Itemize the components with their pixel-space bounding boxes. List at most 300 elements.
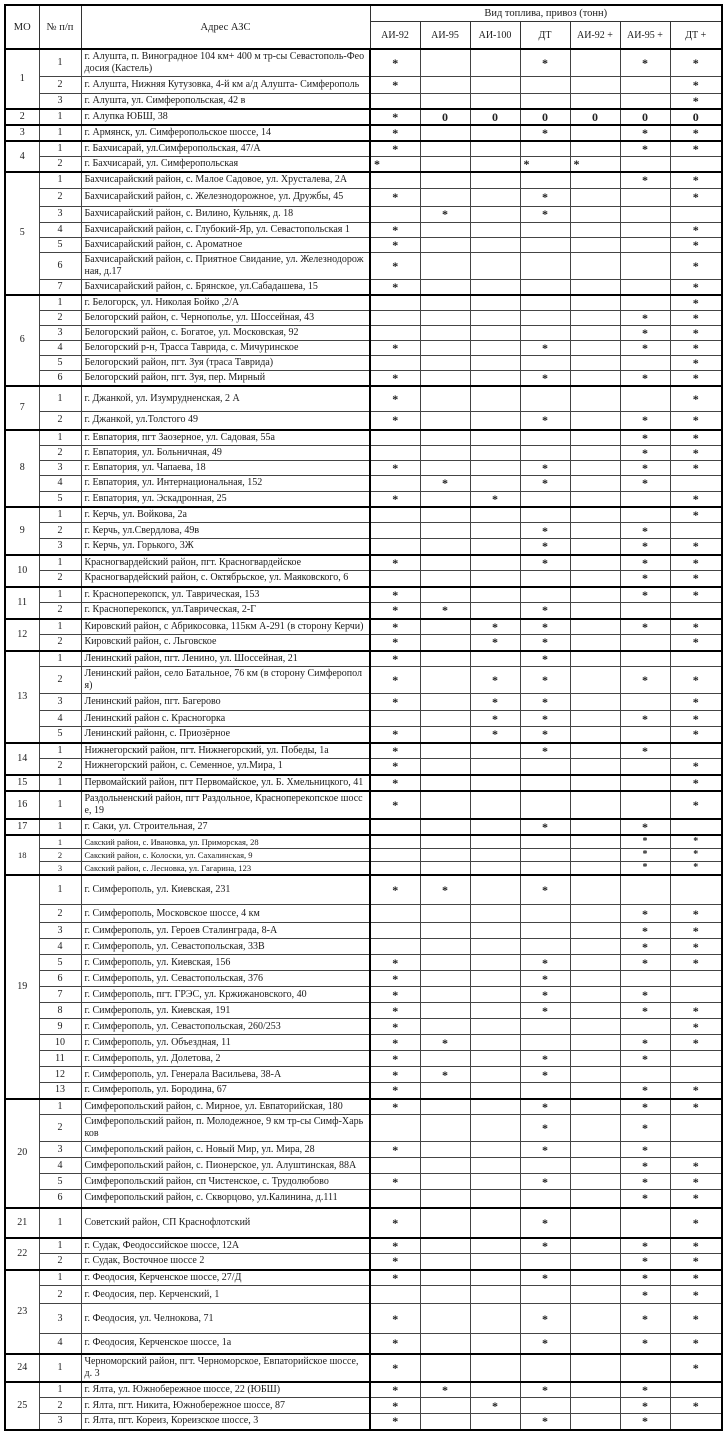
fuel-mark-cell (470, 1334, 520, 1354)
fuel-mark-cell (520, 923, 570, 939)
fuel-mark-cell: * (520, 1208, 570, 1238)
address-cell: Симферопольский район, сп Чистенское, с. Трудолюбово (81, 1174, 370, 1190)
fuel-mark-cell (470, 370, 520, 386)
fuel-mark-cell (520, 1354, 570, 1382)
fuel-mark-cell (520, 939, 570, 955)
fuel-mark-cell (520, 430, 570, 446)
table-row (5, 325, 722, 340)
fuel-mark-cell: * (520, 49, 570, 77)
fuel-mark-cell (570, 775, 620, 791)
fuel-mark-cell (470, 325, 520, 340)
fuel-mark-cell: * (470, 727, 520, 743)
fuel-mark-cell: * (370, 1414, 420, 1430)
fuel-mark-cell (570, 1067, 620, 1083)
fuel-mark-cell (420, 727, 470, 743)
fuel-mark-cell (420, 848, 470, 861)
fuel-mark-cell: * (620, 1174, 670, 1190)
address-cell: Кировский район, с Абрикосовка, 115км А-291 (в сторону Керчи) (81, 619, 370, 635)
fuel-mark-cell (520, 775, 570, 791)
fuel-mark-cell (520, 1035, 570, 1051)
address-cell: г. Феодосия, пер. Керченский, 1 (81, 1286, 370, 1304)
fuel-mark-cell (570, 237, 620, 252)
fuel-mark-cell: * (670, 727, 722, 743)
fuel-mark-cell (620, 791, 670, 819)
table-row (5, 1304, 722, 1334)
table-row (5, 819, 722, 835)
fuel-mark-cell: * (370, 603, 420, 619)
fuel-mark-cell (570, 1354, 620, 1382)
fuel-mark-cell: * (370, 460, 420, 475)
mo-cell: 15 (5, 775, 39, 791)
fuel-mark-cell (520, 848, 570, 861)
row-number-cell: 10 (39, 1035, 81, 1051)
mo-cell: 5 (5, 172, 39, 295)
row-number-cell: 2 (39, 310, 81, 325)
fuel-mark-cell: * (620, 539, 670, 555)
fuel-mark-cell (570, 727, 620, 743)
row-number-cell: 6 (39, 370, 81, 386)
fuel-mark-cell: * (670, 507, 722, 523)
table-row (5, 905, 722, 923)
address-cell: г. Симферополь, пгт. ГРЭС, ул. Кржижановского, 40 (81, 987, 370, 1003)
fuel-mark-cell (470, 955, 520, 971)
fuel-mark-cell: * (620, 1304, 670, 1334)
address-cell: г. Джанкой, ул. Изумрудненская, 2 А (81, 386, 370, 412)
row-number-cell: 3 (39, 325, 81, 340)
fuel-mark-cell (470, 430, 520, 446)
table-row (5, 791, 722, 819)
fuel-mark-cell: * (670, 49, 722, 77)
table-row (5, 1254, 722, 1270)
row-number-cell: 1 (39, 1270, 81, 1286)
fuel-mark-cell (370, 939, 420, 955)
fuel-mark-cell (620, 355, 670, 370)
table-row (5, 237, 722, 252)
fuel-mark-cell (370, 94, 420, 110)
fuel-mark-cell: * (370, 667, 420, 694)
mo-cell: 20 (5, 1099, 39, 1208)
fuel-mark-cell: * (370, 157, 420, 173)
fuel-mark-cell (370, 835, 420, 849)
fuel-mark-cell (520, 355, 570, 370)
fuel-mark-cell (470, 1019, 520, 1035)
fuel-mark-cell: * (670, 1083, 722, 1099)
mo-cell: 2 (5, 109, 39, 125)
fuel-mark-cell (370, 172, 420, 188)
fuel-mark-cell (420, 295, 470, 311)
fuel-mark-cell: * (370, 1067, 420, 1083)
address-cell: Симферопольский район, с. Скворцово, ул.Калинина, д.111 (81, 1190, 370, 1208)
fuel-mark-cell: * (370, 125, 420, 141)
row-number-cell: 5 (39, 1174, 81, 1190)
fuel-mark-cell: * (670, 412, 722, 430)
address-cell: Красногвардейский район, с. Октябрьское, ул. Маяковского, 6 (81, 571, 370, 587)
row-number-cell: 2 (39, 1115, 81, 1142)
fuel-mark-cell: * (520, 1334, 570, 1354)
fuel-mark-cell: * (670, 370, 722, 386)
fuel-mark-cell (420, 1286, 470, 1304)
fuel-mark-cell (470, 1174, 520, 1190)
fuel-mark-cell: * (520, 460, 570, 475)
row-number-cell: 3 (39, 694, 81, 711)
header-fuel-type: АИ-92 (370, 22, 420, 50)
fuel-mark-cell (420, 651, 470, 667)
fuel-mark-cell (570, 1270, 620, 1286)
table-row (5, 141, 722, 157)
address-cell: г. Керчь, ул.Свердлова, 49в (81, 523, 370, 539)
address-cell: Нижнегорский район, пгт. Нижнегорский, ул. Победы, 1а (81, 743, 370, 759)
fuel-mark-cell (470, 1382, 520, 1398)
fuel-mark-cell (570, 971, 620, 987)
fuel-mark-cell (420, 1304, 470, 1334)
row-number-cell: 2 (39, 1398, 81, 1414)
fuel-mark-cell (570, 188, 620, 206)
fuel-mark-cell: * (670, 188, 722, 206)
fuel-mark-cell (470, 157, 520, 173)
address-cell: Ленинский районн, с. Приозёрное (81, 727, 370, 743)
table-row (5, 1382, 722, 1398)
row-number-cell: 3 (39, 861, 81, 875)
fuel-mark-cell (470, 222, 520, 237)
fuel-mark-cell (420, 188, 470, 206)
fuel-mark-cell: * (520, 1174, 570, 1190)
fuel-mark-cell (620, 94, 670, 110)
row-number-cell: 4 (39, 939, 81, 955)
fuel-mark-cell: * (620, 325, 670, 340)
fuel-mark-cell (370, 355, 420, 370)
fuel-mark-cell (520, 77, 570, 94)
fuel-mark-cell: * (670, 172, 722, 188)
fuel-mark-cell: * (520, 875, 570, 905)
fuel-mark-cell (520, 94, 570, 110)
row-number-cell: 1 (39, 141, 81, 157)
fuel-mark-cell (470, 412, 520, 430)
fuel-mark-cell (620, 507, 670, 523)
fuel-mark-cell: * (370, 635, 420, 651)
row-number-cell: 3 (39, 460, 81, 475)
fuel-mark-cell: * (670, 711, 722, 727)
fuel-mark-cell: * (620, 1286, 670, 1304)
table-row (5, 188, 722, 206)
fuel-mark-cell: 0 (670, 109, 722, 125)
fuel-mark-cell: * (370, 340, 420, 355)
fuel-mark-cell: * (370, 109, 420, 125)
row-number-cell: 1 (39, 791, 81, 819)
fuel-mark-cell (470, 141, 520, 157)
fuel-mark-cell (470, 1270, 520, 1286)
fuel-mark-cell (470, 1414, 520, 1430)
address-cell: г. Симферополь, ул. Долетова, 2 (81, 1051, 370, 1067)
fuel-mark-cell (520, 141, 570, 157)
table-row (5, 587, 722, 603)
fuel-mark-cell: * (670, 491, 722, 507)
fuel-mark-cell: * (670, 279, 722, 295)
table-row (5, 861, 722, 875)
fuel-mark-cell (670, 475, 722, 491)
fuel-mark-cell (470, 355, 520, 370)
row-number-cell: 12 (39, 1067, 81, 1083)
fuel-mark-cell (420, 1354, 470, 1382)
address-cell: г. Евпатория, ул. Интернациональная, 152 (81, 475, 370, 491)
address-cell: Белогорский район, с. Чернополье, ул. Шоссейная, 43 (81, 310, 370, 325)
fuel-mark-cell (520, 1019, 570, 1035)
fuel-mark-cell: * (620, 141, 670, 157)
fuel-mark-cell (520, 507, 570, 523)
address-cell: г. Симферополь, ул. Севастопольская, 260/253 (81, 1019, 370, 1035)
row-number-cell: 5 (39, 237, 81, 252)
row-number-cell: 2 (39, 848, 81, 861)
table-row (5, 939, 722, 955)
table-row (5, 279, 722, 295)
fuel-mark-cell (420, 1334, 470, 1354)
fuel-mark-cell: * (470, 667, 520, 694)
fuel-mark-cell (370, 1190, 420, 1208)
fuel-mark-cell (470, 1142, 520, 1158)
fuel-mark-cell (420, 252, 470, 279)
row-number-cell: 1 (39, 49, 81, 77)
fuel-mark-cell (470, 77, 520, 94)
fuel-mark-cell (420, 507, 470, 523)
fuel-mark-cell (670, 1382, 722, 1398)
fuel-mark-cell: * (570, 157, 620, 173)
fuel-mark-cell: * (620, 1003, 670, 1019)
fuel-mark-cell: * (620, 955, 670, 971)
fuel-mark-cell (420, 819, 470, 835)
address-cell: Бахчисарайский район, с. Брянское, ул.Сабадашева, 15 (81, 279, 370, 295)
table-row (5, 523, 722, 539)
address-cell: Бахчисарайский район, с. Вилино, Кульняк, д. 18 (81, 206, 370, 222)
fuel-mark-cell (420, 1398, 470, 1414)
table-row (5, 1238, 722, 1254)
fuel-mark-cell (570, 325, 620, 340)
fuel-mark-cell (570, 252, 620, 279)
table-row (5, 1067, 722, 1083)
table-row (5, 711, 722, 727)
fuel-mark-cell (520, 1083, 570, 1099)
fuel-mark-cell (520, 1398, 570, 1414)
table-row (5, 222, 722, 237)
fuel-mark-cell (420, 1083, 470, 1099)
address-cell: г. Саки, ул. Строительная, 27 (81, 819, 370, 835)
fuel-mark-cell: * (370, 252, 420, 279)
fuel-mark-cell (520, 222, 570, 237)
fuel-mark-cell (570, 77, 620, 94)
address-cell: г. Симферополь, ул. Генерала Васильева, 38-А (81, 1067, 370, 1083)
address-cell: г. Белогорск, ул. Николая Бойко ,2/А (81, 295, 370, 311)
table-row (5, 1414, 722, 1430)
fuel-mark-cell: * (670, 1238, 722, 1254)
fuel-mark-cell: * (620, 1142, 670, 1158)
address-cell: Сакский район, с. Ивановка, ул. Приморская, 28 (81, 835, 370, 849)
fuel-mark-cell: * (520, 1067, 570, 1083)
table-row (5, 759, 722, 775)
fuel-mark-cell (470, 340, 520, 355)
fuel-mark-cell (570, 1254, 620, 1270)
address-cell: г. Керчь, ул. Войкова, 2а (81, 507, 370, 523)
fuel-mark-cell (370, 711, 420, 727)
row-number-cell: 2 (39, 635, 81, 651)
row-number-cell: 11 (39, 1051, 81, 1067)
fuel-mark-cell: * (520, 1099, 570, 1115)
fuel-mark-cell (520, 1254, 570, 1270)
fuel-mark-cell (420, 94, 470, 110)
fuel-mark-cell (470, 743, 520, 759)
fuel-mark-cell: * (520, 1142, 570, 1158)
fuel-mark-cell: * (420, 875, 470, 905)
fuel-mark-cell: * (670, 848, 722, 861)
fuel-mark-cell: * (420, 1067, 470, 1083)
fuel-mark-cell (420, 77, 470, 94)
address-cell: г. Судак, Восточное шоссе 2 (81, 1254, 370, 1270)
row-number-cell: 1 (39, 835, 81, 849)
fuel-mark-cell: * (620, 412, 670, 430)
fuel-mark-cell: * (620, 587, 670, 603)
address-cell: Белогорский район, с. Богатое, ул. Московская, 92 (81, 325, 370, 340)
fuel-mark-cell: * (620, 987, 670, 1003)
table-row (5, 1083, 722, 1099)
address-cell: Бахчисарайский район, с. Железнодорожное, ул. Дружбы, 45 (81, 188, 370, 206)
fuel-mark-cell: * (620, 1238, 670, 1254)
fuel-mark-cell: * (370, 1003, 420, 1019)
fuel-mark-cell (470, 460, 520, 475)
fuel-mark-cell: * (470, 1398, 520, 1414)
fuel-mark-cell (670, 819, 722, 835)
table-row (5, 370, 722, 386)
fuel-mark-cell (420, 759, 470, 775)
fuel-mark-cell: * (370, 743, 420, 759)
table-row (5, 206, 722, 222)
fuel-mark-cell (520, 1286, 570, 1304)
header-fuel-type: АИ-92 + (570, 22, 620, 50)
fuel-mark-cell (570, 861, 620, 875)
fuel-mark-cell: * (670, 460, 722, 475)
fuel-mark-cell: * (370, 759, 420, 775)
row-number-cell: 5 (39, 491, 81, 507)
table-row (5, 694, 722, 711)
row-number-cell: 7 (39, 279, 81, 295)
fuel-mark-cell (470, 172, 520, 188)
fuel-mark-cell (520, 835, 570, 849)
fuel-mark-cell (470, 987, 520, 1003)
fuel-mark-cell: * (420, 1035, 470, 1051)
fuel-mark-cell (370, 571, 420, 587)
fuel-mark-cell (420, 1254, 470, 1270)
mo-cell: 13 (5, 651, 39, 743)
fuel-mark-cell (570, 507, 620, 523)
table-row (5, 571, 722, 587)
fuel-mark-cell: * (370, 694, 420, 711)
table-row (5, 1398, 722, 1414)
fuel-mark-cell: * (620, 555, 670, 571)
fuel-mark-cell (420, 430, 470, 446)
fuel-mark-cell (420, 445, 470, 460)
fuel-mark-cell (420, 539, 470, 555)
fuel-mark-cell: * (520, 1270, 570, 1286)
address-cell: г. Симферополь, ул. Севастопольская, 33В (81, 939, 370, 955)
table-row (5, 1174, 722, 1190)
fuel-mark-cell (570, 1382, 620, 1398)
fuel-mark-cell: * (670, 1019, 722, 1035)
fuel-mark-cell: * (670, 1158, 722, 1174)
fuel-mark-cell (420, 460, 470, 475)
address-cell: Симферопольский район, с. Пионерское, ул. Алуштинская, 88А (81, 1158, 370, 1174)
fuel-mark-cell (570, 923, 620, 939)
fuel-mark-cell (470, 861, 520, 875)
fuel-mark-cell (420, 635, 470, 651)
address-cell: г. Симферополь, ул. Севастопольская, 376 (81, 971, 370, 987)
fuel-mark-cell (470, 49, 520, 77)
fuel-mark-cell (620, 491, 670, 507)
fuel-mark-cell: * (670, 1334, 722, 1354)
fuel-mark-cell: * (370, 1270, 420, 1286)
fuel-mark-cell (570, 1334, 620, 1354)
fuel-mark-cell: * (670, 861, 722, 875)
fuel-mark-cell: * (420, 206, 470, 222)
mo-cell: 8 (5, 430, 39, 508)
table-row (5, 923, 722, 939)
fuel-mark-cell: * (620, 340, 670, 355)
fuel-mark-cell (520, 759, 570, 775)
fuel-mark-cell (520, 571, 570, 587)
fuel-mark-cell (570, 1174, 620, 1190)
fuel-mark-cell: * (520, 157, 570, 173)
fuel-mark-cell (620, 1067, 670, 1083)
mo-cell: 17 (5, 819, 39, 835)
address-cell: Сакский район, с. Колоски, ул. Сахалинская, 9 (81, 848, 370, 861)
fuel-mark-cell: * (620, 1398, 670, 1414)
fuel-mark-cell: * (370, 1398, 420, 1414)
table-row (5, 619, 722, 635)
fuel-mark-cell (420, 987, 470, 1003)
fuel-mark-cell (520, 791, 570, 819)
fuel-mark-cell: * (370, 412, 420, 430)
fuel-mark-cell: * (670, 923, 722, 939)
fuel-mark-cell (370, 206, 420, 222)
table-row (5, 157, 722, 173)
header-row-top (5, 5, 722, 22)
fuel-mark-cell (670, 523, 722, 539)
address-cell: г. Алушта, п. Виноградное 104 км+ 400 м тр-сы Севастополь-Феодосия (Кастель) (81, 49, 370, 77)
fuel-mark-cell (420, 587, 470, 603)
table-row (5, 1099, 722, 1115)
row-number-cell: 2 (39, 157, 81, 173)
row-number-cell: 2 (39, 1254, 81, 1270)
fuel-mark-cell: * (520, 412, 570, 430)
fuel-mark-cell (620, 1208, 670, 1238)
fuel-mark-cell: * (520, 125, 570, 141)
fuel-mark-cell: * (620, 475, 670, 491)
header-mo: МО (5, 5, 39, 49)
fuel-mark-cell (570, 475, 620, 491)
address-cell: Симферопольский район, п. Молодежное, 9 км тр-сы Симф-Харьков (81, 1115, 370, 1142)
fuel-mark-cell: * (670, 252, 722, 279)
fuel-mark-cell (470, 835, 520, 849)
table-row (5, 1354, 722, 1382)
row-number-cell: 3 (39, 539, 81, 555)
fuel-mark-cell (470, 295, 520, 311)
table-row (5, 1019, 722, 1035)
fuel-mark-cell (570, 635, 620, 651)
table-row (5, 1035, 722, 1051)
fuel-mark-cell: * (670, 1035, 722, 1051)
fuel-mark-cell: * (520, 370, 570, 386)
fuel-mark-cell: * (370, 1174, 420, 1190)
fuel-table (4, 4, 723, 1431)
mo-cell: 22 (5, 1238, 39, 1270)
fuel-mark-cell: * (620, 1334, 670, 1354)
row-number-cell: 1 (39, 743, 81, 759)
fuel-mark-cell (670, 206, 722, 222)
